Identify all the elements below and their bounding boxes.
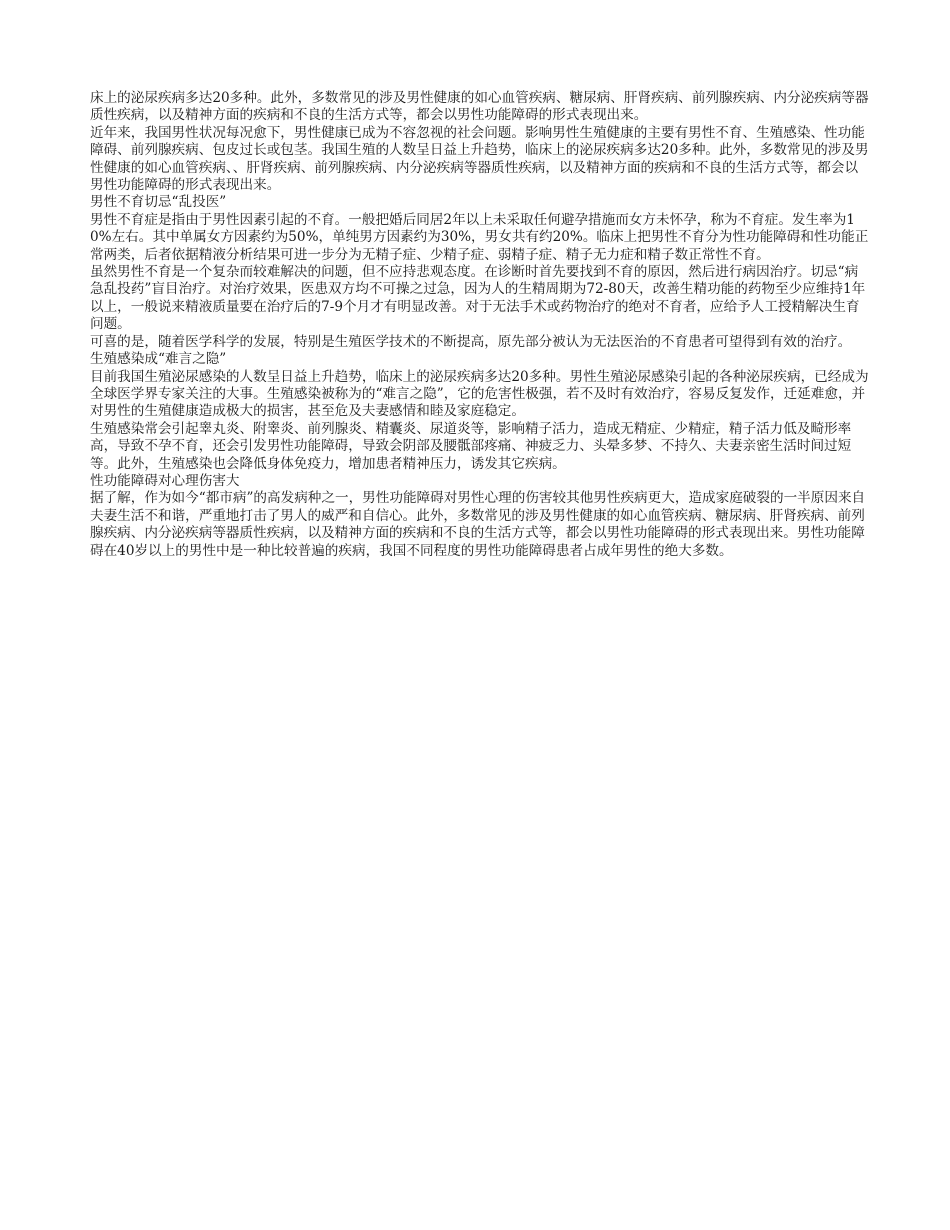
paragraph-infertility-treatment: 虽然男性不育是一个复杂而较难解决的问题，但不应持悲观态度。在诊断时首先要找到不育的原因，然后进行病因治疗。切忌“病急乱投药”盲目治疗。对治疗效果，医患双方均不可操之过急，因为人的生精周期为72-80天，改善生精功能的药物至少应维持1年以上，一般说来精液质量要在治疗后的7-9个月才有明显改善。对于无法手术或药物治疗的绝对不育者，应给予人工授精解决生育问题。 xyxy=(90,264,866,333)
paragraph-infection-overview: 目前我国生殖泌尿感染的人数呈日益上升趋势，临床上的泌尿疾病多达20多种。男性生殖泌尿感染引起的各种泌尿疾病，已经成为全球医学界专家关注的大事。生殖感染被称为的“难言之隐”，它的危害性极强，若不及时有效治疗，容易反复发作，迁延难愈，并对男性的生殖健康造成极大的损害，甚至危及夫妻感情和睦及家庭稳定。 xyxy=(90,368,869,420)
section-heading-infertility: 男性不育切忌“乱投医” xyxy=(90,194,227,211)
document-body xyxy=(90,90,870,560)
paragraph-infertility-definition: 男性不育症是指由于男性因素引起的不育。一般把婚后同居2年以上未采取任何避孕措施而女方未怀孕，称为不育症。发生率为10%左右。其中单属女方因素约为50%，单纯男方因素约为30%，男女共有约20%。临床上把男性不育分为性功能障碍和性功能正常两类，后者依据精液分析结果可进一步分为无精子症、少精子症、弱精子症、精子无力症和精子数正常性不育。 xyxy=(90,211,869,263)
section-heading-dysfunction: 性功能障碍对心理伤害大 xyxy=(90,472,240,489)
paragraph-dysfunction: 据了解，作为如今“都市病”的高发病种之一，男性功能障碍对男性心理的伤害较其他男性疾病更大，造成家庭破裂的一半原因来自夫妻生活不和谐，严重地打击了男人的威严和自信心。此外，多数常见的涉及男性健康的如心血管疾病、糖尿病、肝肾疾病、前列腺疾病、内分泌疾病等器质性疾病，以及精神方面的疾病和不良的生活方式等，都会以男性功能障碍的形式表现出来。男性功能障碍在40岁以上的男性中是一种比较普遍的疾病，我国不同程度的男性功能障碍患者占成年男性的绝大多数。 xyxy=(90,490,866,559)
section-heading-infection: 生殖感染成“难言之隐” xyxy=(90,351,227,368)
paragraph-continuation: 床上的泌尿疾病多达20多种。此外，多数常见的涉及男性健康的如心血管疾病、糖尿病、肝肾疾病、前列腺疾病、内分泌疾病等器质性疾病，以及精神方面的疾病和不良的生活方式等，都会以男性功能障碍的形式表现出来。 xyxy=(90,90,869,124)
paragraph-intro: 近年来，我国男性状况每况愈下，男性健康已成为不容忽视的社会问题。影响男性生殖健康的主要有男性不育、生殖感染、性功能障碍、前列腺疾病、包皮过长或包茎。我国生殖的人数呈日益上升趋势，临床上的泌尿疾病多达20多种。此外，多数常见的涉及男性健康的如心血管疾病、、肝肾疾病、前列腺疾病、内分泌疾病等器质性疾病，以及精神方面的疾病和不良的生活方式等，都会以男性功能障碍的形式表现出来。 xyxy=(90,124,869,194)
paragraph-infertility-hope: 可喜的是，随着医学科学的发展，特别是生殖医学技术的不断提高，原先部分被认为无法医治的不育患者可望得到有效的治疗。 xyxy=(90,333,852,350)
paragraph-infection-effects: 生殖感染常会引起睾丸炎、附睾炎、前列腺炎、精囊炎、尿道炎等，影响精子活力，造成无精症、少精症，精子活力低及畸形率高，导致不孕不育，还会引发男性功能障碍，导致会阴部及腰骶部疼痛、神疲乏力、头晕多梦、不持久、夫妻亲密生活时间过短等。此外，生殖感染也会降低身体免疫力，增加患者精神压力，诱发其它疾病。 xyxy=(90,420,852,472)
